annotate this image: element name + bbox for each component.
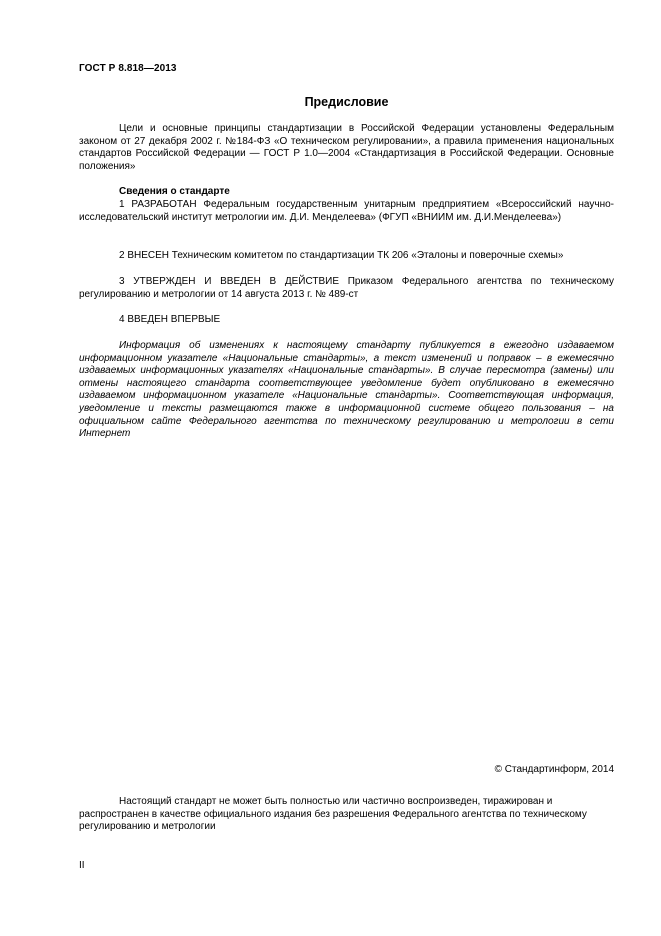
copyright-line: © Стандартинформ, 2014 [494,764,614,775]
standard-info-item-1: 1 РАЗРАБОТАН Федеральным государственным унитарным предприятием «Всероссийский научно-исследовательский институт метрологии им. Д.И. Менделеева» (ФГУП «ВНИИМ им. Д.И.Менделеева») [79,199,614,223]
preface-title: Предисловие [304,95,389,109]
document-code: ГОСТ Р 8.818—2013 [79,63,177,74]
preface-intro-paragraph: Цели и основные принципы стандартизации в Российской Федерации установлены Федеральным законом от 27 декабря 2002 г. №184-ФЗ «О техническом регулировании», а правила применения национальных стандартов Российской Федерации — ГОСТ Р 1.0—2004 «Стандартизация в Российской Федерации. Основные положения» [79,123,614,172]
reproduction-notice-paragraph: Настоящий стандарт не может быть полностью или частично воспроизведен, тиражирован и распространен в качестве официального издания без разрешения Федерального агентства по техническому регулированию и метрологии [79,796,587,833]
standard-info-item-3: 3 УТВЕРЖДЕН И ВВЕДЕН В ДЕЙСТВИЕ Приказом Федерального агентства по техническому регулированию и метрологии от 14 августа 2013 г. № 489-ст [79,276,614,300]
page-number: II [79,860,85,871]
changes-notice-paragraph: Информация об изменениях к настоящему стандарту публикуется в ежегодно издаваемом информационном указателе «Национальные стандарты», а текст изменений и поправок – в ежемесячно издаваемых информационных указателях «Национальные стандарты». В случае пересмотра (замены) или отмены настоящего стандарта соответствующее уведомление будет опубликовано в ежемесячно издаваемом информационном указателе «Национальные стандарты». Соответствующая информация, уведомление и тексты размещаются также в информационной системе общего пользования – на официальном сайте Федерального агентства по техническому регулированию и метрологии в сети Интернет [79,340,614,440]
standard-info-item-4: 4 ВВЕДЕН ВПЕРВЫЕ [119,314,221,325]
standard-info-heading: Сведения о стандарте [119,186,230,197]
standard-info-item-2: 2 ВНЕСЕН Техническим комитетом по стандартизации ТК 206 «Эталоны и поверочные схемы» [119,250,564,261]
